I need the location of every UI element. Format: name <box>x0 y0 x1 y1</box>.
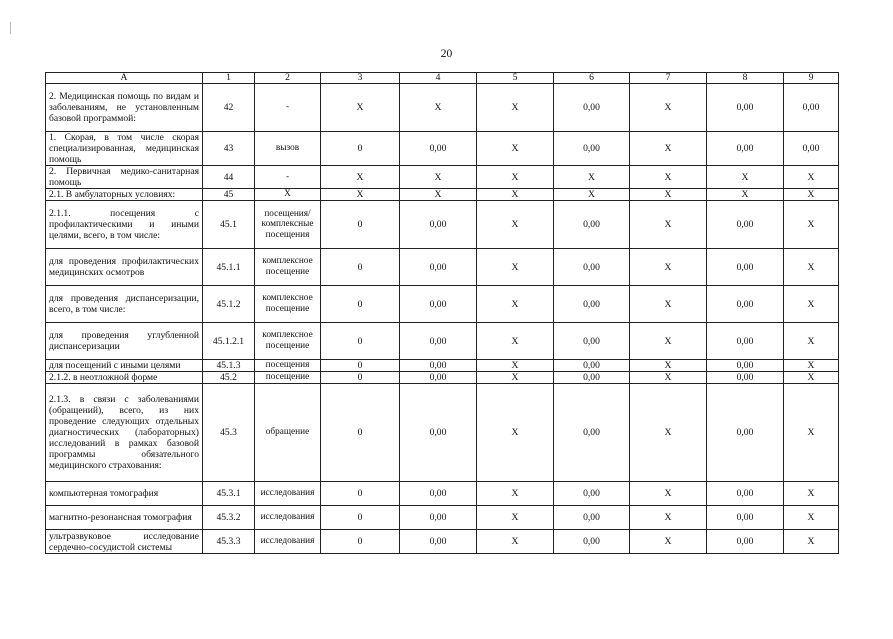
row-description: для проведения диспансеризации, всего, в том числе: <box>46 286 203 323</box>
row-unit: исследования <box>255 530 321 554</box>
page-number: 20 <box>440 48 453 60</box>
value-cell: Х <box>554 166 630 189</box>
value-cell: Х <box>784 360 839 372</box>
row-code: 43 <box>203 132 255 166</box>
value-cell: 0,00 <box>554 249 630 286</box>
value-cell: 0,00 <box>554 84 630 132</box>
value-cell: Х <box>630 132 707 166</box>
value-cell: 0,00 <box>554 201 630 249</box>
value-cell: Х <box>321 84 400 132</box>
table-row <box>46 249 839 286</box>
table-row <box>46 189 839 201</box>
row-code: 45.3.2 <box>203 506 255 530</box>
table-row <box>46 84 839 132</box>
value-cell: 0,00 <box>554 286 630 323</box>
value-cell: Х <box>630 530 707 554</box>
table-row <box>46 482 839 506</box>
row-code: 45.3.3 <box>203 530 255 554</box>
row-unit: посещение <box>255 372 321 384</box>
row-unit: - <box>255 84 321 132</box>
row-description: 2.1. В амбулаторных условиях: <box>46 189 203 201</box>
value-cell: 0,00 <box>400 372 477 384</box>
row-description: ультразвуковое исследование сердечно-сосудистой системы <box>46 530 203 554</box>
table-row <box>46 360 839 372</box>
header-cell: 4 <box>400 73 477 84</box>
table-row <box>46 530 839 554</box>
value-cell: 0,00 <box>554 132 630 166</box>
header-cell: 6 <box>554 73 630 84</box>
value-cell: Х <box>554 189 630 201</box>
value-cell: 0,00 <box>707 286 784 323</box>
value-cell: 0,00 <box>554 360 630 372</box>
data-table <box>45 72 839 554</box>
value-cell: Х <box>630 372 707 384</box>
value-cell: Х <box>477 530 554 554</box>
table-row <box>46 201 839 249</box>
row-unit: исследования <box>255 506 321 530</box>
value-cell: 0,00 <box>707 482 784 506</box>
value-cell: 0,00 <box>554 506 630 530</box>
value-cell: Х <box>784 201 839 249</box>
row-unit: посещения/комплексные посещения <box>255 201 321 249</box>
value-cell: Х <box>477 360 554 372</box>
table-row <box>46 506 839 530</box>
value-cell: Х <box>400 166 477 189</box>
value-cell: Х <box>477 384 554 482</box>
row-description: магнитно-резонансная томография <box>46 506 203 530</box>
value-cell: 0,00 <box>707 323 784 360</box>
value-cell: Х <box>630 384 707 482</box>
value-cell: 0,00 <box>554 530 630 554</box>
row-description: компьютерная томография <box>46 482 203 506</box>
table-row <box>46 384 839 482</box>
header-cell: 9 <box>784 73 839 84</box>
value-cell: 0,00 <box>554 482 630 506</box>
value-cell: 0,00 <box>784 84 839 132</box>
row-code: 45.1.2.1 <box>203 323 255 360</box>
value-cell: Х <box>321 166 400 189</box>
header-cell: 7 <box>630 73 707 84</box>
value-cell: Х <box>477 84 554 132</box>
value-cell: 0 <box>321 360 400 372</box>
value-cell: Х <box>784 189 839 201</box>
value-cell: 0,00 <box>707 506 784 530</box>
row-unit: Х <box>255 189 321 201</box>
scan-margin-mark <box>10 22 11 34</box>
value-cell: 0 <box>321 530 400 554</box>
value-cell: 0,00 <box>400 506 477 530</box>
row-unit: - <box>255 166 321 189</box>
value-cell: 0,00 <box>554 384 630 482</box>
value-cell: 0,00 <box>400 323 477 360</box>
value-cell: Х <box>477 132 554 166</box>
value-cell: 0 <box>321 482 400 506</box>
table-row <box>46 132 839 166</box>
row-code: 45 <box>203 189 255 201</box>
value-cell: 0,00 <box>554 323 630 360</box>
value-cell: Х <box>784 249 839 286</box>
value-cell: 0 <box>321 249 400 286</box>
value-cell: Х <box>784 323 839 360</box>
row-code: 45.1.1 <box>203 249 255 286</box>
header-cell: 3 <box>321 73 400 84</box>
value-cell: 0,00 <box>707 249 784 286</box>
row-unit: обращение <box>255 384 321 482</box>
value-cell: Х <box>400 84 477 132</box>
row-description: 2.1.3. в связи с заболеваниями (обращений), всего, из них проведение следующих отдельных диагностических (лабораторных) исследований в рамках базовой программы обязательного медицинского страхования: <box>46 384 203 482</box>
value-cell: 0 <box>321 286 400 323</box>
value-cell: 0 <box>321 132 400 166</box>
value-cell: Х <box>477 482 554 506</box>
value-cell: 0,00 <box>707 384 784 482</box>
row-unit: посещения <box>255 360 321 372</box>
value-cell: Х <box>630 323 707 360</box>
row-unit: комплексное посещение <box>255 286 321 323</box>
value-cell: Х <box>477 249 554 286</box>
value-cell: Х <box>321 189 400 201</box>
row-code: 45.1.3 <box>203 360 255 372</box>
header-cell: 5 <box>477 73 554 84</box>
row-code: 45.1.2 <box>203 286 255 323</box>
value-cell: 0,00 <box>707 372 784 384</box>
row-description: 1. Скорая, в том числе скорая специализированная, медицинская помощь <box>46 132 203 166</box>
table-row <box>46 372 839 384</box>
value-cell: Х <box>784 530 839 554</box>
value-cell: Х <box>630 201 707 249</box>
value-cell: Х <box>477 323 554 360</box>
row-description: 2. Медицинская помощь по видам и заболеваниям, не установленным базовой программой: <box>46 84 203 132</box>
value-cell: Х <box>784 372 839 384</box>
row-unit: комплексное посещение <box>255 323 321 360</box>
value-cell: 0,00 <box>400 384 477 482</box>
value-cell: 0,00 <box>400 201 477 249</box>
value-cell: 0 <box>321 372 400 384</box>
value-cell: 0,00 <box>707 201 784 249</box>
value-cell: 0,00 <box>707 530 784 554</box>
header-row <box>46 73 839 84</box>
value-cell: Х <box>630 286 707 323</box>
row-code: 45.2 <box>203 372 255 384</box>
value-cell: Х <box>630 506 707 530</box>
value-cell: Х <box>784 506 839 530</box>
row-code: 45.3.1 <box>203 482 255 506</box>
value-cell: 0,00 <box>400 530 477 554</box>
value-cell: Х <box>400 189 477 201</box>
value-cell: 0,00 <box>707 360 784 372</box>
value-cell: Х <box>630 84 707 132</box>
value-cell: Х <box>784 482 839 506</box>
value-cell: 0,00 <box>707 84 784 132</box>
header-cell: 2 <box>255 73 321 84</box>
value-cell: Х <box>707 189 784 201</box>
table-row <box>46 286 839 323</box>
value-cell: 0,00 <box>400 482 477 506</box>
table-row <box>46 323 839 360</box>
row-description: для проведения углубленной диспансеризации <box>46 323 203 360</box>
value-cell: 0 <box>321 506 400 530</box>
row-description: 2.1.2. в неотложной форме <box>46 372 203 384</box>
header-cell: 1 <box>203 73 255 84</box>
header-cell: А <box>46 73 203 84</box>
value-cell: Х <box>477 189 554 201</box>
row-description: 2.1.1. посещения с профилактическими и иными целями, всего, в том числе: <box>46 201 203 249</box>
value-cell: 0,00 <box>400 249 477 286</box>
value-cell: 0 <box>321 384 400 482</box>
value-cell: Х <box>707 166 784 189</box>
value-cell: 0,00 <box>400 360 477 372</box>
row-description: для проведения профилактических медицинских осмотров <box>46 249 203 286</box>
value-cell: 0,00 <box>400 132 477 166</box>
value-cell: Х <box>630 249 707 286</box>
row-unit: вызов <box>255 132 321 166</box>
value-cell: 0 <box>321 201 400 249</box>
header-cell: 8 <box>707 73 784 84</box>
row-code: 45.1 <box>203 201 255 249</box>
value-cell: Х <box>784 166 839 189</box>
value-cell: Х <box>784 384 839 482</box>
value-cell: Х <box>477 506 554 530</box>
value-cell: Х <box>784 286 839 323</box>
row-code: 42 <box>203 84 255 132</box>
value-cell: Х <box>630 189 707 201</box>
value-cell: 0,00 <box>554 372 630 384</box>
value-cell: Х <box>630 166 707 189</box>
row-description: для посещений с иными целями <box>46 360 203 372</box>
table-row <box>46 166 839 189</box>
row-unit: исследования <box>255 482 321 506</box>
value-cell: Х <box>477 286 554 323</box>
value-cell: Х <box>477 372 554 384</box>
value-cell: Х <box>630 482 707 506</box>
value-cell: Х <box>477 201 554 249</box>
row-code: 45.3 <box>203 384 255 482</box>
value-cell: 0,00 <box>400 286 477 323</box>
row-unit: комплексное посещение <box>255 249 321 286</box>
row-description: 2. Первичная медико-санитарная помощь <box>46 166 203 189</box>
value-cell: 0 <box>321 323 400 360</box>
value-cell: 0,00 <box>784 132 839 166</box>
row-code: 44 <box>203 166 255 189</box>
value-cell: 0,00 <box>707 132 784 166</box>
value-cell: Х <box>630 360 707 372</box>
value-cell: Х <box>477 166 554 189</box>
